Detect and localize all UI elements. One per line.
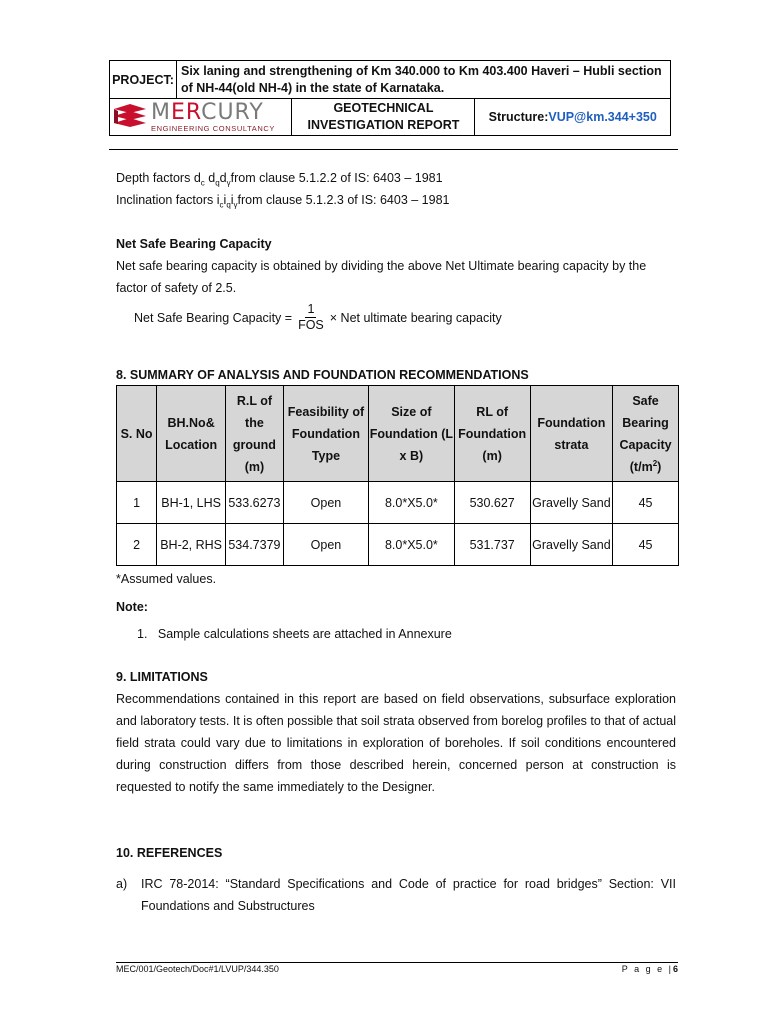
col-header-size: Size of Foundation (L x B) [369, 386, 454, 482]
project-label: PROJECT: [110, 61, 177, 99]
cell-bh: BH-2, RHS [157, 524, 226, 566]
report-title: GEOTECHNICAL INVESTIGATION REPORT [292, 99, 475, 136]
limitations-paragraph: Recommendations contained in this report are based on field observations, subsurface exploration and laboratory tests. It is often possible that soil strata observed from borelog profiles to that of actual field strata could vary due to limitations in exploration of boreholes. If soil conditions encountered during construction differs from those described herein, concerned person at construction is requested to notify the same immediately to the Designer. [116, 692, 676, 794]
limitations-heading: 9. LIMITATIONS [116, 670, 208, 684]
nsbc-formula: Net Safe Bearing Capacity = $\frac{1}{\text{FOS}}$ × Net ultimate bearing capacity [134, 302, 502, 332]
document-header [109, 60, 671, 136]
nsbc-paragraph: Net safe bearing capacity is obtained by dividing the above Net Ultimate bearing capacity by the factor of safety of 2.5. [116, 259, 647, 295]
mercury-logo-icon [112, 103, 148, 131]
cell-rl-ground: 534.7379 [226, 524, 284, 566]
cell-size: 8.0*X5.0* [369, 482, 454, 524]
table-row [117, 524, 679, 566]
logo-tagline: ENGINEERING CONSULTANCY [151, 123, 275, 133]
col-header-rl-ground: R.L of the ground (m) [226, 386, 284, 482]
cell-feasibility: Open [283, 482, 368, 524]
cell-rl-ground: 533.6273 [226, 482, 284, 524]
table-header-row [117, 386, 679, 482]
reference-item [116, 873, 676, 917]
inclination-factors-line: Inclination factors $i_ci_qi_\gamma from$ clause 5.1.2.3 of IS: 6403 – 1981 [116, 193, 450, 210]
table-row [117, 482, 679, 524]
cell-bh: BH-1, LHS [157, 482, 226, 524]
formula-fraction: $\frac{1}{\text{FOS}}$ [298, 302, 324, 332]
col-header-sno: S. No [117, 386, 157, 482]
col-header-bh: BH.No& Location [157, 386, 226, 482]
cell-size: 8.0*X5.0* [369, 524, 454, 566]
col-header-sbc: Safe Bearing Capacity $(t/m^2)$ [613, 386, 679, 482]
page-footer [116, 962, 678, 974]
note-list-item: 1. Sample calculations sheets are attached in Annexure [137, 627, 452, 641]
factor-lines [116, 167, 676, 211]
structure-id: Structure:VUP@km.344+350 [475, 99, 671, 136]
nsbc-section [116, 233, 676, 299]
header-divider [109, 149, 678, 150]
summary-table [116, 385, 679, 566]
document-code: MEC/001/Geotech/Doc#1/LVUP/344.350 [116, 964, 279, 974]
logo-wordmark: MERCURY [151, 99, 264, 125]
page-indicator: P a g e |6 [621, 964, 678, 974]
cell-rl-foundation: 530.627 [454, 482, 530, 524]
col-header-feasibility: Feasibility of Foundation Type [283, 386, 368, 482]
cell-sno: 1 [117, 482, 157, 524]
project-title: Six laning and strengthening of Km 340.000 to Km 403.400 Haveri – Hubli section of NH-44(old NH-4) in the state of Karnataka. [177, 61, 671, 99]
references-heading: 10. REFERENCES [116, 846, 223, 860]
company-logo [110, 99, 292, 136]
assumed-note: *Assumed values. [116, 572, 217, 586]
cell-sno: 2 [117, 524, 157, 566]
reference-text: IRC 78-2014: “Standard Specifications and Code of practice for road bridges” Section: VII Foundations and Substructures [141, 877, 676, 913]
cell-feasibility: Open [283, 524, 368, 566]
nsbc-heading: Net Safe Bearing Capacity [116, 237, 272, 251]
cell-sbc: 45 [613, 524, 679, 566]
cell-sbc: 45 [613, 482, 679, 524]
cell-strata: Gravelly Sand [530, 482, 612, 524]
note-label: Note: [116, 600, 148, 614]
summary-heading: 8. SUMMARY OF ANALYSIS AND FOUNDATION RECOMMENDATIONS [116, 368, 529, 382]
col-header-strata: Foundation strata [530, 386, 612, 482]
col-header-rl-foundation: RL of Foundation (m) [454, 386, 530, 482]
cell-strata: Gravelly Sand [530, 524, 612, 566]
cell-rl-foundation: 531.737 [454, 524, 530, 566]
reference-label: a) [116, 877, 128, 891]
depth-factors-line: Depth factors $d_c$ $d_qd_\gamma from$ clause 5.1.2.2 of IS: 6403 – 1981 [116, 171, 443, 188]
